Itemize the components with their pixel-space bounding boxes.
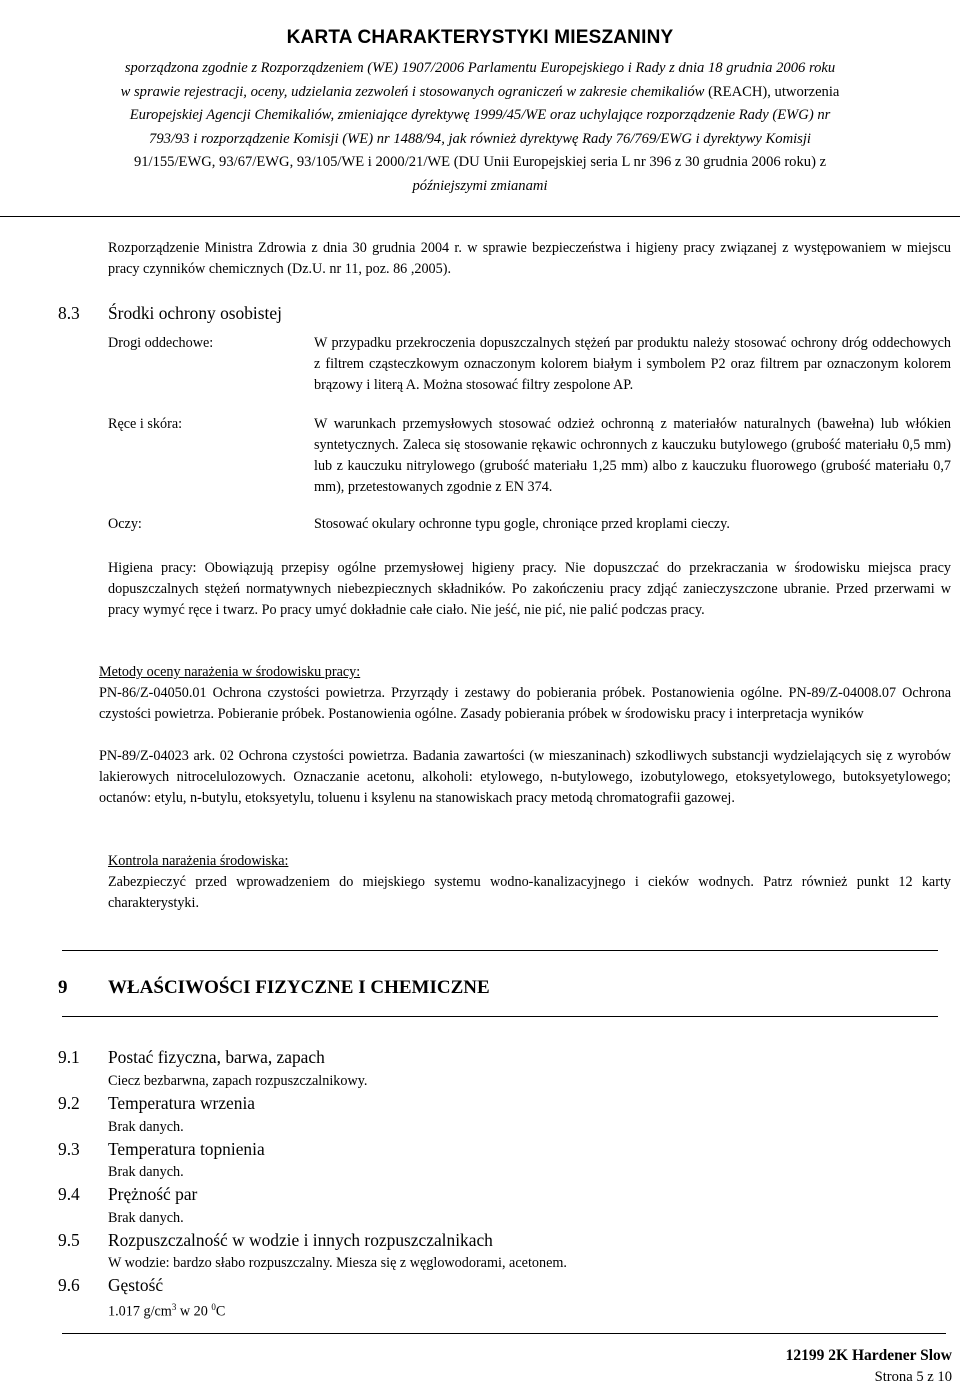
property-title: Postać fizyczna, barwa, zapach <box>108 1047 325 1067</box>
row-label-respiratory: Drogi oddechowe: <box>108 335 214 351</box>
density-value: 1.017 $g/cm^3$ w 20 $^0$C <box>108 1302 226 1320</box>
property-number: 9.1 <box>58 1047 80 1067</box>
environment-control-text: Zabezpieczyć przed wprowadzeniem do miejskiego systemu wodno-kanalizacyjnego i cieków wodnych. Patrz również punkt 12 karty charakterystyki. <box>108 874 951 911</box>
property-number: 9.3 <box>58 1139 80 1159</box>
row-text-eyes: Stosować okulary ochronne typu gogle, chroniące przed kroplami cieczy. <box>314 516 730 532</box>
footer-page-number: Strona 5 z 10 <box>874 1369 952 1385</box>
property-title: Prężność par <box>108 1184 198 1204</box>
property-title: Temperatura topnienia <box>108 1139 265 1159</box>
section-number: 8.3 <box>58 303 80 323</box>
footer-product-name: 12199 2K Hardener Slow <box>785 1347 952 1364</box>
section-9-number: 9 <box>58 977 68 998</box>
header-line-4: 793/93 i rozporządzenie Komisji (WE) nr 1488/94, jak również dyrektywę Rady 76/769/EWG i dyrektywy Komisji <box>149 130 811 147</box>
work-hygiene-paragraph: Higiena pracy: Obowiązują przepisy ogólne przemysłowej higieny pracy. Nie dopuszczać do przekraczania w środowisku miejsca pracy dopuszczalnych stężeń normatywnych niebezpiecznych składników. Po zakończeniu pracy zdjąć zanieczyszczone ubranie. Przed przerwami w pracy wymyć ręce i twarz. Po pracy umyć dokładnie całe ciało. Nie jeść, nie pić, nie palić podczas pracy. <box>108 560 951 618</box>
section-9-title: WŁAŚCIWOŚCI FIZYCZNE I CHEMICZNE <box>108 977 490 998</box>
row-label-eyes: Oczy: <box>108 516 142 532</box>
row-text-respiratory: W przypadku przekroczenia dopuszczalnych stężeń par produktu należy stosować ochrony dróg oddechowych z filtrem cząsteczkowym oznaczonym kolorem białym i symbolem P2 oraz filtrem par oznaczonym kolorem brązowy i literą A. Można stosować filtry zespolone AP. <box>314 335 951 393</box>
header-line-2: w sprawie rejestracji, oceny, udzielania zezwoleń i stosowanych ograniczeń w zakresie chemikaliów (REACH), utworzenia <box>120 83 840 100</box>
property-title: Temperatura wrzenia <box>108 1093 255 1113</box>
regulation-note: Rozporządzenie Ministra Zdrowia z dnia 30 grudnia 2004 r. w sprawie bezpieczeństwa i higieny pracy związanej z występowaniem w miejscu pracy czynników chemicznych (Dz.U. nr 11, poz. 86 ,2005). <box>108 240 951 277</box>
header-line-5: 91/155/EWG, 93/67/EWG, 93/105/WE i 2000/21/WE (DU Unii Europejskiej seria L nr 396 z 30 grudnia 2006 roku) z <box>133 154 827 171</box>
property-number: 9.5 <box>58 1230 80 1250</box>
row-label-hands-skin: Ręce i skóra: <box>108 416 183 432</box>
property-value: Brak danych. <box>108 1119 184 1135</box>
property-title: Gęstość <box>108 1275 164 1295</box>
section-divider-bottom <box>62 1016 938 1017</box>
footer-divider <box>62 1333 946 1334</box>
header-line-1: sporządzona zgodnie z Rozporządzeniem (WE) 1907/2006 Parlamentu Europejskiego i Rady z dnia 18 grudnia 2006 roku <box>124 60 836 76</box>
property-number: 9.6 <box>58 1275 80 1295</box>
property-value: Brak danych. <box>108 1210 184 1226</box>
methods-standards-text: PN-86/Z-04050.01 Ochrona czystości powietrza. Przyrządy i zestawy do pobierania próbek. Postanowienia ogólne. PN-89/Z-04008.07 Ochrona czystości powietrza. Pobieranie próbek. Postanowienia ogólne. Zasady pobierania próbek w środowisku pracy i interpretacja wyników <box>99 685 951 722</box>
section-divider-top <box>62 950 938 951</box>
property-number: 9.2 <box>58 1093 80 1113</box>
header-regulation-text <box>0 57 960 199</box>
header-line-3: Europejskiej Agencji Chemikaliów, zmieniające dyrektywę 1999/45/WE oraz uchylające rozporządzenie Rady (EWG) nr <box>129 107 831 124</box>
header-line-6: późniejszymi zmianami <box>412 177 548 194</box>
property-number: 9.4 <box>58 1184 80 1204</box>
methods-standards-text-2: PN-89/Z-04023 ark. 02 Ochrona czystości powietrza. Badania zawartości (w mieszaninach) szkodliwych substancji wydzielających się z wyrobów lakierowych nitrocelulozowych. Oznaczanie acetonu, alkoholi: etylowego, n-butylowego, izobutylowego, etoksyetylowego, butoksyetylowego; octanów: etylu, n-butylu, etoksyetylu, toluenu i ksylenu na stanowiskach pracy metodą chromatografii gazowej. <box>99 748 951 806</box>
property-title: Rozpuszczalność w wodzie i innych rozpuszczalnikach <box>108 1230 493 1250</box>
document-header <box>0 0 960 217</box>
property-value: Brak danych. <box>108 1164 184 1180</box>
document-title: KARTA CHARAKTERYSTYKI MIESZANINY <box>286 27 674 48</box>
environment-control-heading: Kontrola narażenia środowiska: <box>108 853 289 869</box>
methods-heading: Metody oceny narażenia w środowisku pracy: <box>99 664 361 680</box>
section-title: Środki ochrony osobistej <box>108 303 282 323</box>
row-text-hands-skin: W warunkach przemysłowych stosować odzież ochronną z materiałów naturalnych (bawełna) lub włókien syntetycznych. Zaleca się stosowanie rękawic ochronnych z kauczuku butylowego (grubość materiału 0,5 mm) lub z kauczuku nitrylowego (grubość materiału 1,25 mm) albo z kauczuku fluorowego (grubość materiału 0,7 mm), przetestowanych zgodnie z EN 374. <box>314 416 951 495</box>
property-value: W wodzie: bardzo słabo rozpuszczalny. Miesza się z węglowodorami, acetonem. <box>108 1255 567 1271</box>
property-value: Ciecz bezbarwna, zapach rozpuszczalnikowy. <box>108 1073 368 1089</box>
